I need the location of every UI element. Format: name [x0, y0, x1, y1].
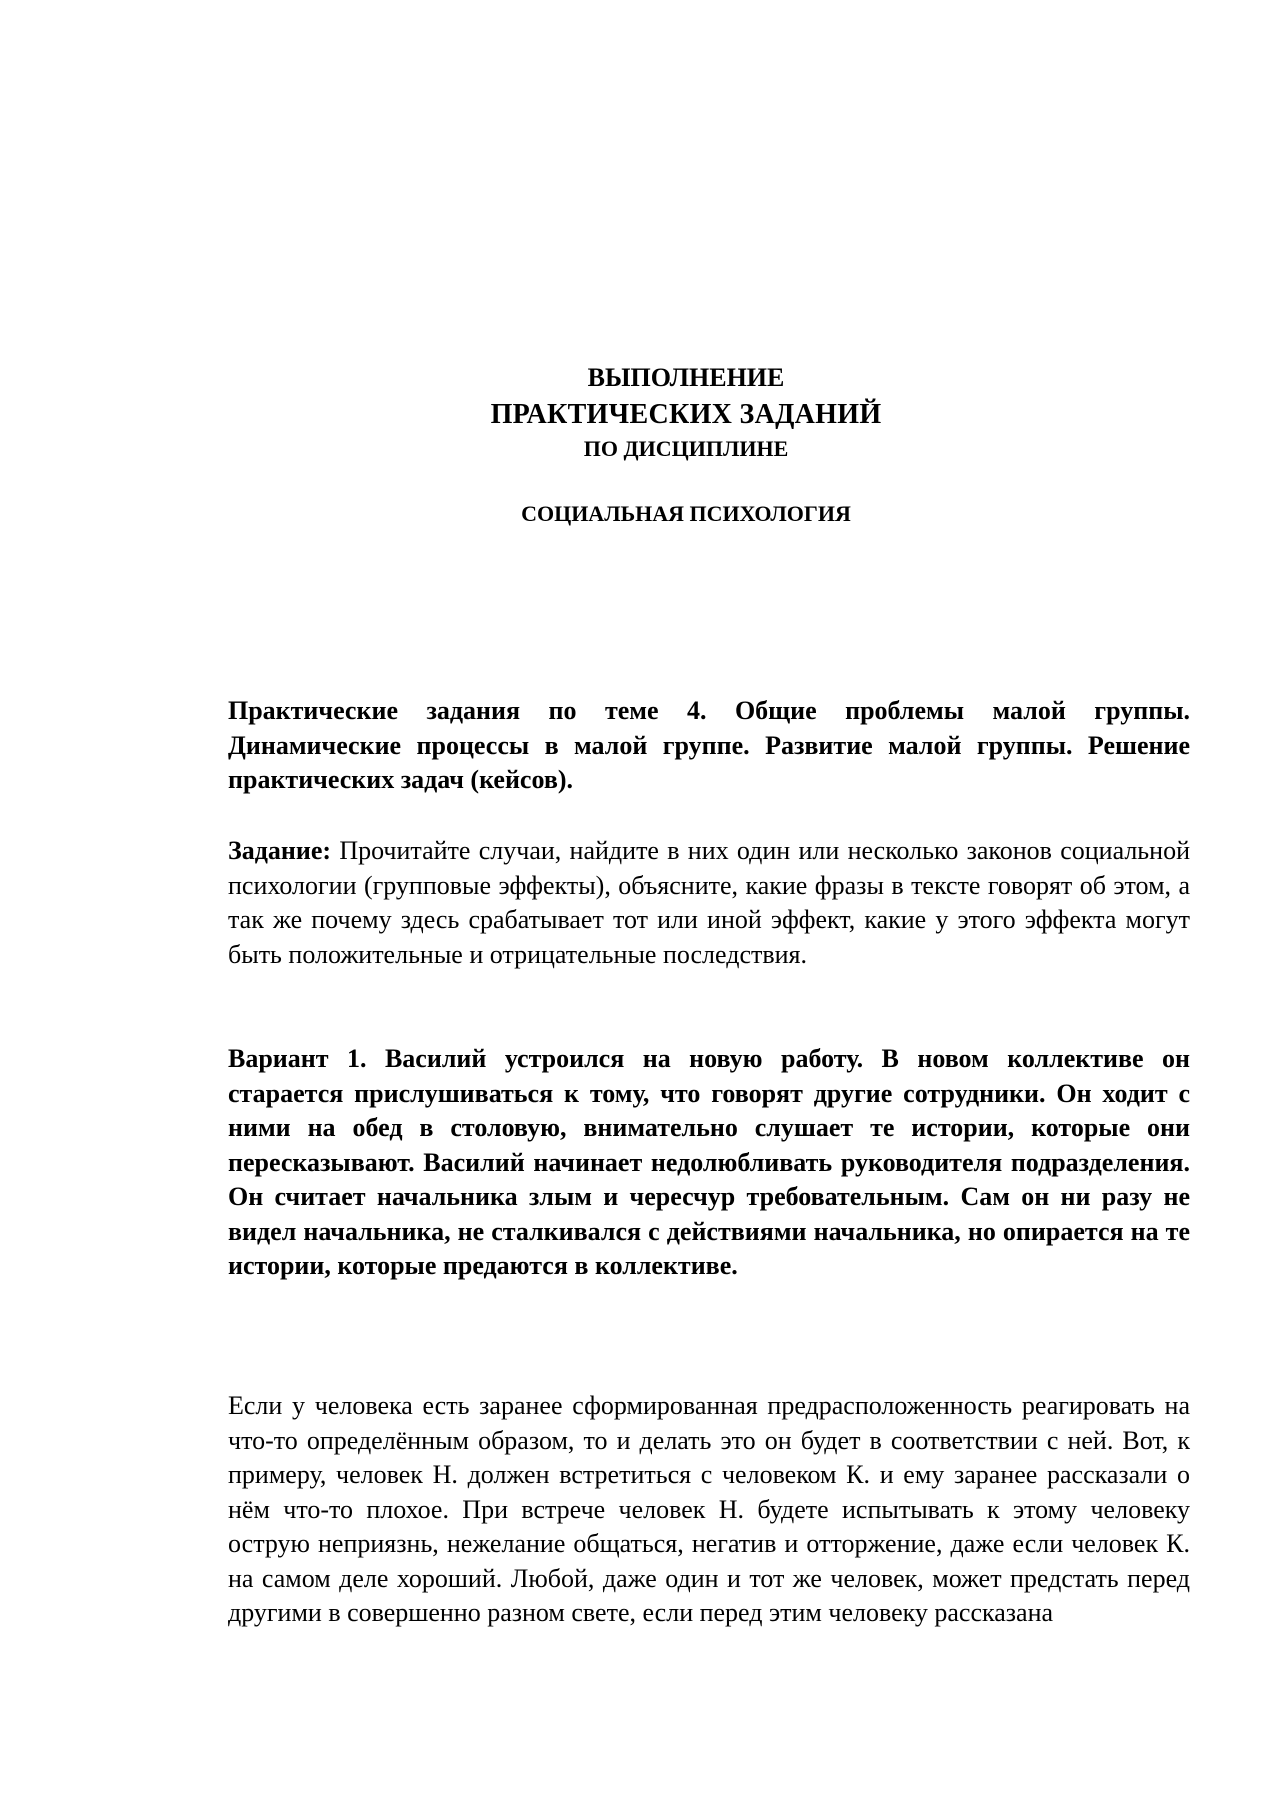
title-line-discipline: ПО ДИСЦИПЛИНЕ [583, 436, 789, 461]
task-paragraph [228, 834, 1190, 972]
variant-1-text: Вариант 1. Василий устроился на новую работу. В новом коллективе он старается прислушиваться к тому, что говорят другие сотрудники. Он ходит с ними на обед в столовую, внимательно слушает те истории, которые они пересказывают. Василий начинает недолюбливать руководителя подразделения. Он считает начальника злым и чересчур требовательным. Сам он ни разу не видел начальника, не сталкивался с действиями начальника, но опирается на те истории, которые предаются в коллективе. [228, 1044, 1190, 1280]
subject-title: СОЦИАЛЬНАЯ ПСИХОЛОГИЯ [521, 501, 851, 526]
title-line-practical-tasks: ПРАКТИЧЕСКИХ ЗАДАНИЙ [490, 399, 882, 430]
title-line-execution: ВЫПОЛНЕНИЕ [587, 363, 785, 392]
task-label: Задание: [228, 836, 332, 865]
variant-section [228, 1042, 1190, 1284]
topic-heading: Практические задания по теме 4. Общие проблемы малой группы. Динамические процессы в малой группе. Развитие малой группы. Решение практических задач (кейсов). [228, 696, 1190, 794]
task-text: Прочитайте случаи, найдите в них один или несколько законов социальной психологии (групповые эффекты), объясните, какие фразы в тексте говорят об этом, а так же почему здесь срабатывает тот или иной эффект, какие у этого эффекта могут быть положительные и отрицательные последствия. [228, 836, 1190, 969]
answer-section [228, 1389, 1190, 1631]
task-section [228, 834, 1190, 972]
answer-paragraph: Если у человека есть заранее сформированная предрасположенность реагировать на что-то определённым образом, то и делать это он будет в соответствии с ней. Вот, к примеру, человек Н. должен встретиться с человеком К. и ему заранее рассказали о нём что-то плохое. При встрече человек Н. будете испытывать к этому человеку острую неприязнь, нежелание общаться, негатив и отторжение, даже если человек К. на самом деле хороший. Любой, даже один и тот же человек, может предстать перед другими в совершенно разном свете, если перед этим человеку рассказана [228, 1391, 1190, 1627]
title-block [0, 360, 1280, 529]
topic-section [228, 694, 1190, 798]
